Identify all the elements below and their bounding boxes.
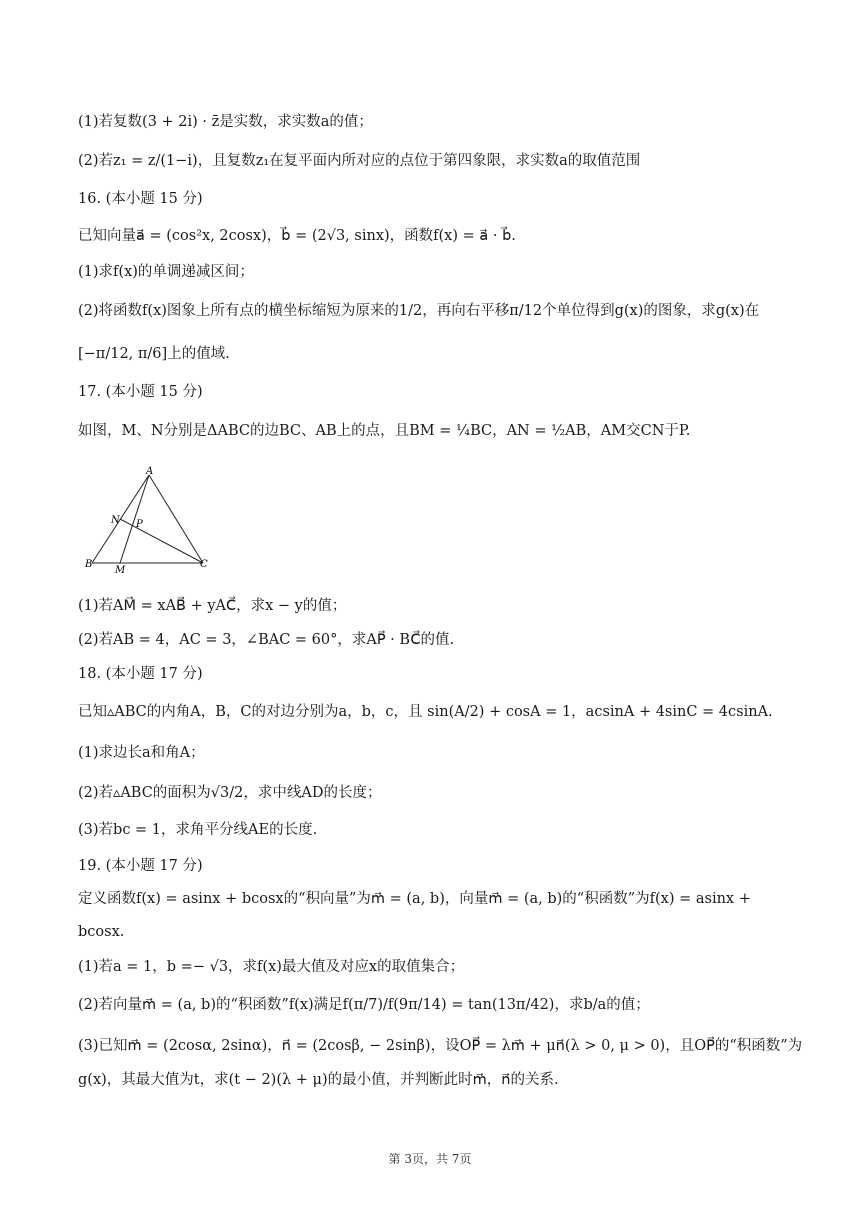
label-a: A <box>146 466 154 477</box>
q16-part2-cont: [−π/12, π/6]上的值域. <box>78 346 230 362</box>
q18-heading: 18. (本小题 17 分) <box>78 666 203 682</box>
q19-part3: (3)已知m⃗ = (2cosα, 2sinα)，n⃗ = (2cosβ, − 2sinβ)，设OP⃗ = λm⃗ + μn⃗(λ > 0, μ > 0)，且OP⃗的“积函数”为 <box>78 1038 803 1054</box>
q16-part1: (1)求f(x)的单调递减区间； <box>78 264 254 280</box>
q17-part2: (2)若AB = 4，AC = 3，∠BAC = 60°，求AP⃗ · BC⃗的值. <box>78 632 455 648</box>
label-c: C <box>200 559 208 570</box>
segment-am <box>120 475 149 563</box>
q19-part2: (2)若向量m⃗ = (a, b)的“积函数”f(x)满足f(π/7)/f(9π/14) = tan(13π/42)，求b/a的值； <box>78 997 650 1013</box>
q17-heading: 17. (本小题 15 分) <box>78 384 203 400</box>
q19-stem-cont: bcosx. <box>78 924 125 940</box>
q18-part2: (2)若▵ABC的面积为√3/2，求中线AD的长度； <box>78 785 382 801</box>
label-m: M <box>115 565 126 575</box>
q19-part1: (1)若a = 1，b =− √3，求f(x)最大值及对应x的取值集合； <box>78 959 465 975</box>
page-footer: 第 3页，共 7页 <box>388 1152 472 1166</box>
label-p: P <box>136 519 143 530</box>
q17-part1: (1)若AM⃗ = xAB⃗ + yAC⃗，求x − y的值； <box>78 598 347 614</box>
segment-cn <box>120 519 203 563</box>
q19-stem: 定义函数f(x) = asinx + bcosx的“积向量”为m⃗ = (a, b)，向量m⃗ = (a, b)的“积函数”为f(x) = asinx + <box>78 891 751 907</box>
label-n: N <box>111 515 120 526</box>
q19-part3-cont: g(x)，其最大值为t，求(t − 2)(λ + μ)的最小值，并判断此时m⃗，n⃗的关系. <box>78 1072 559 1088</box>
q16-stem: 已知向量a⃗ = (cos²x, 2cosx)，b⃗ = (2√3, sinx)，函数f(x) = a⃗ · b⃗. <box>78 228 516 244</box>
q18-part3: (3)若bc = 1，求角平分线AE的长度. <box>78 822 318 838</box>
edge-ac <box>149 475 203 563</box>
q19-heading: 19. (本小题 17 分) <box>78 858 203 874</box>
q17-stem: 如图，M、N分别是ΔABC的边BC、AB上的点，且BM = ¼BC，AN = ½AB，AM交CN于P. <box>78 423 691 439</box>
q16-part2: (2)将函数f(x)图象上所有点的横坐标缩短为原来的1/2，再向右平移π/12个单位得到g(x)的图象，求g(x)在 <box>78 303 760 319</box>
triangle-figure <box>80 440 220 575</box>
q18-stem: 已知▵ABC的内角A，B，C的对边分别为a，b，c，且 sin(A/2) + cosA = 1，acsinA + 4sinC = 4csinA. <box>78 704 773 720</box>
q18-part1: (1)求边长a和角A； <box>78 745 205 761</box>
q15-part2: (2)若z₁ = z/(1−i)，且复数z₁在复平面内所对应的点位于第四象限，求实数a的取值范围 <box>78 153 641 169</box>
q15-part1: (1)若复数(3 + 2i) · z̄是实数，求实数a的值； <box>78 114 373 130</box>
q16-heading: 16. (本小题 15 分) <box>78 191 203 207</box>
label-b: B <box>85 559 93 570</box>
